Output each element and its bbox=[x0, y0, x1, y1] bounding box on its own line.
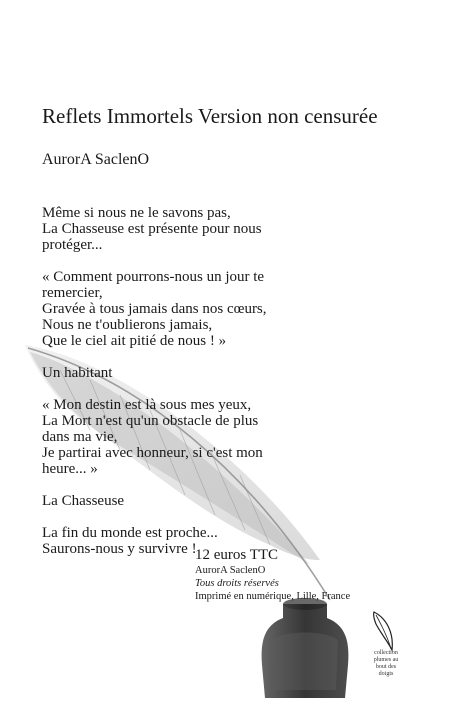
blurb-line: La Mort n'est qu'un obstacle de plus bbox=[42, 413, 259, 429]
blurb-line: « Mon destin est là sous mes yeux, bbox=[42, 397, 252, 413]
colophon-author: AurorA SaclenO bbox=[195, 565, 266, 576]
blurb-paragraph bbox=[42, 365, 342, 381]
blurb-line: Je partirai avec honneur, si c'est mon bbox=[42, 445, 263, 461]
book-title: Reflets Immortels Version non censurée bbox=[42, 104, 378, 128]
blurb-line: Nous ne t'oublierons jamais, bbox=[42, 317, 213, 333]
blurb-paragraph bbox=[42, 205, 342, 253]
blurb bbox=[42, 205, 342, 573]
blurb-line: Saurons-nous y survivre ! bbox=[42, 541, 197, 557]
blurb-line: protéger... bbox=[42, 237, 103, 253]
blurb-line: heure... » bbox=[42, 461, 98, 477]
printing-notice: Imprimé en numérique, Lille, France bbox=[195, 591, 351, 602]
blurb-paragraph bbox=[42, 493, 342, 509]
blurb-line: dans ma vie, bbox=[42, 429, 118, 445]
colophon bbox=[195, 546, 350, 603]
blurb-line: « Comment pourrons-nous un jour te bbox=[42, 269, 265, 285]
blurb-paragraph bbox=[42, 397, 342, 477]
rights-notice: Tous droits réservés bbox=[195, 578, 279, 589]
blurb-line: La Chasseuse bbox=[42, 493, 125, 509]
blurb-paragraph bbox=[42, 269, 342, 349]
blurb-line: remercier, bbox=[42, 285, 103, 301]
blurb-line: Un habitant bbox=[42, 365, 113, 381]
blurb-line: Gravée à tous jamais dans nos cœurs, bbox=[42, 301, 267, 317]
blurb-line: La fin du monde est proche... bbox=[42, 525, 218, 541]
blurb-line: Même si nous ne le savons pas, bbox=[42, 205, 231, 221]
publisher-logo-text: collection plumes au bout des doigts bbox=[373, 650, 399, 677]
blurb-line: Que le ciel ait pitié de nous ! » bbox=[42, 333, 227, 349]
price: 12 euros TTC bbox=[195, 547, 279, 563]
author-name: AurorA SaclenO bbox=[42, 151, 150, 168]
blurb-line: La Chasseuse est présente pour nous bbox=[42, 221, 262, 237]
